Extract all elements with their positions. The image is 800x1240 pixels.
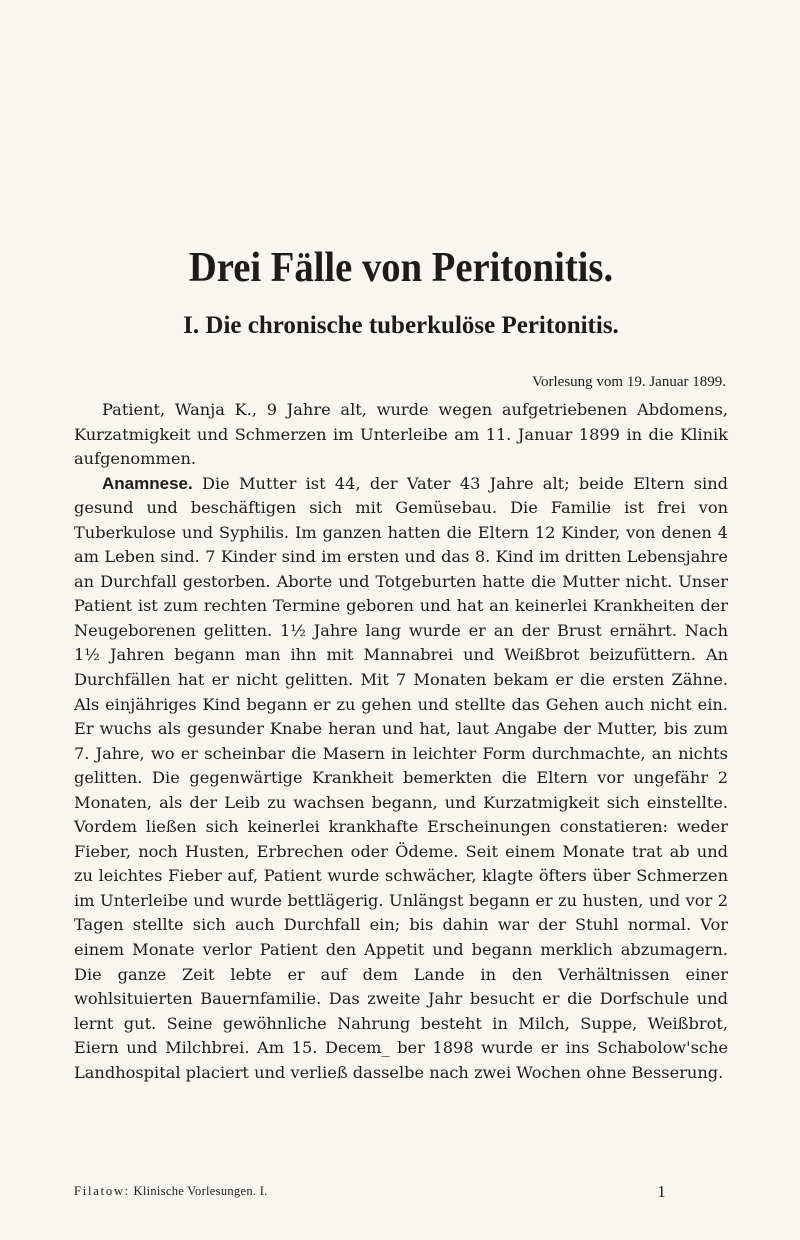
- document-page: [74, 0, 728, 1240]
- footer-author: Filatow:: [74, 1184, 131, 1198]
- section-heading: I. Die chronische tuberkulöse Peritonitis.: [183, 312, 619, 339]
- anamnese-text: Die Mutter ist 44, der Vater 43 Jahre alt; beide Eltern sind gesund und beschäftigen sich mit Gemüsebau. Die Familie ist frei von Tuberkulose und Syphilis. Im ganzen hatten die Eltern 12 Kinder, von denen 4 am Leben sind. 7 Kinder sind im ersten und das 8. Kind im dritten Lebensjahre an Durchfall gestorben. Aborte und Totgeburten hatte die Mutter nicht. Unser Patient ist zum rechten Termine geboren und hat an keinerlei Krankheiten der Neugeborenen gelitten. 1½ Jahre lang wurde er an der Brust ernährt. Nach 1½ Jahren begann man ihn mit Mannabrei und Weißbrot beizufüttern. An Durchfällen hat er nicht gelitten. Mit 7 Monaten bekam er die ersten Zähne. Als einjähriges Kind begann er zu gehen und stellte das Gehen auch nicht ein. Er wuchs als gesunder Knabe heran und hat, laut Angabe der Mutter, bis zum 7. Jahre, wo er scheinbar die Masern in leichter Form durchmachte, an nichts gelitten. Die gegenwärtige Krankheit bemerkten die Eltern vor ungefähr 2 Monaten, als der Leib zu wachsen begann, und Kurzatmigkeit sich einstellte. Vordem ließen sich keinerlei krankhafte Erscheinungen constatieren: weder Fieber, noch Husten, Erbrechen oder Ödeme. Seit einem Monate trat ab und zu leichtes Fieber auf, Patient wurde schwächer, klagte öfters über Schmerzen im Unterleibe und wurde bettlägerig. Unlängst begann er zu husten, und vor 2 Tagen stellte sich auch Durchfall ein; bis dahin war der Stuhl normal. Vor einem Monate verlor Patient den Appetit und begann merklich abzumagern. Die ganze Zeit lebte er auf dem Lande in den Verhältnissen einer wohlsituierten Bauernfamilie. Das zweite Jahr besucht er die Dorfschule und lernt gut. Seine gewöhnliche Nahrung besteht in Milch, Suppe, Weißbrot, Eiern und Milchbrei. Am 15. Decem_ ber 1898 wurde er ins Schabolow'sche Landhospital placiert und verließ dasselbe nach zwei Wochen ohne Besserung.: [74, 473, 728, 1082]
- page-title: Drei Fälle von Peritonitis.: [188, 245, 614, 291]
- paragraph-patient: Patient, Wanja K., 9 Jahre alt, wurde wegen aufgetriebenen Abdomens, Kurzatmigkeit und Schmerzen im Unterleibe am 11. Januar 1899 in die Klinik aufgenommen.: [74, 400, 728, 469]
- page-footer: [74, 1184, 728, 1199]
- body-text: [74, 398, 728, 1085]
- lecture-date: Vorlesung vom 19. Januar 1899.: [532, 374, 726, 390]
- page-number: 1: [657, 1182, 666, 1201]
- anamnese-label: Anamnese.: [102, 473, 193, 493]
- paragraph-anamnese: [74, 472, 728, 1086]
- footer-title: Klinische Vorlesungen. I.: [130, 1184, 268, 1198]
